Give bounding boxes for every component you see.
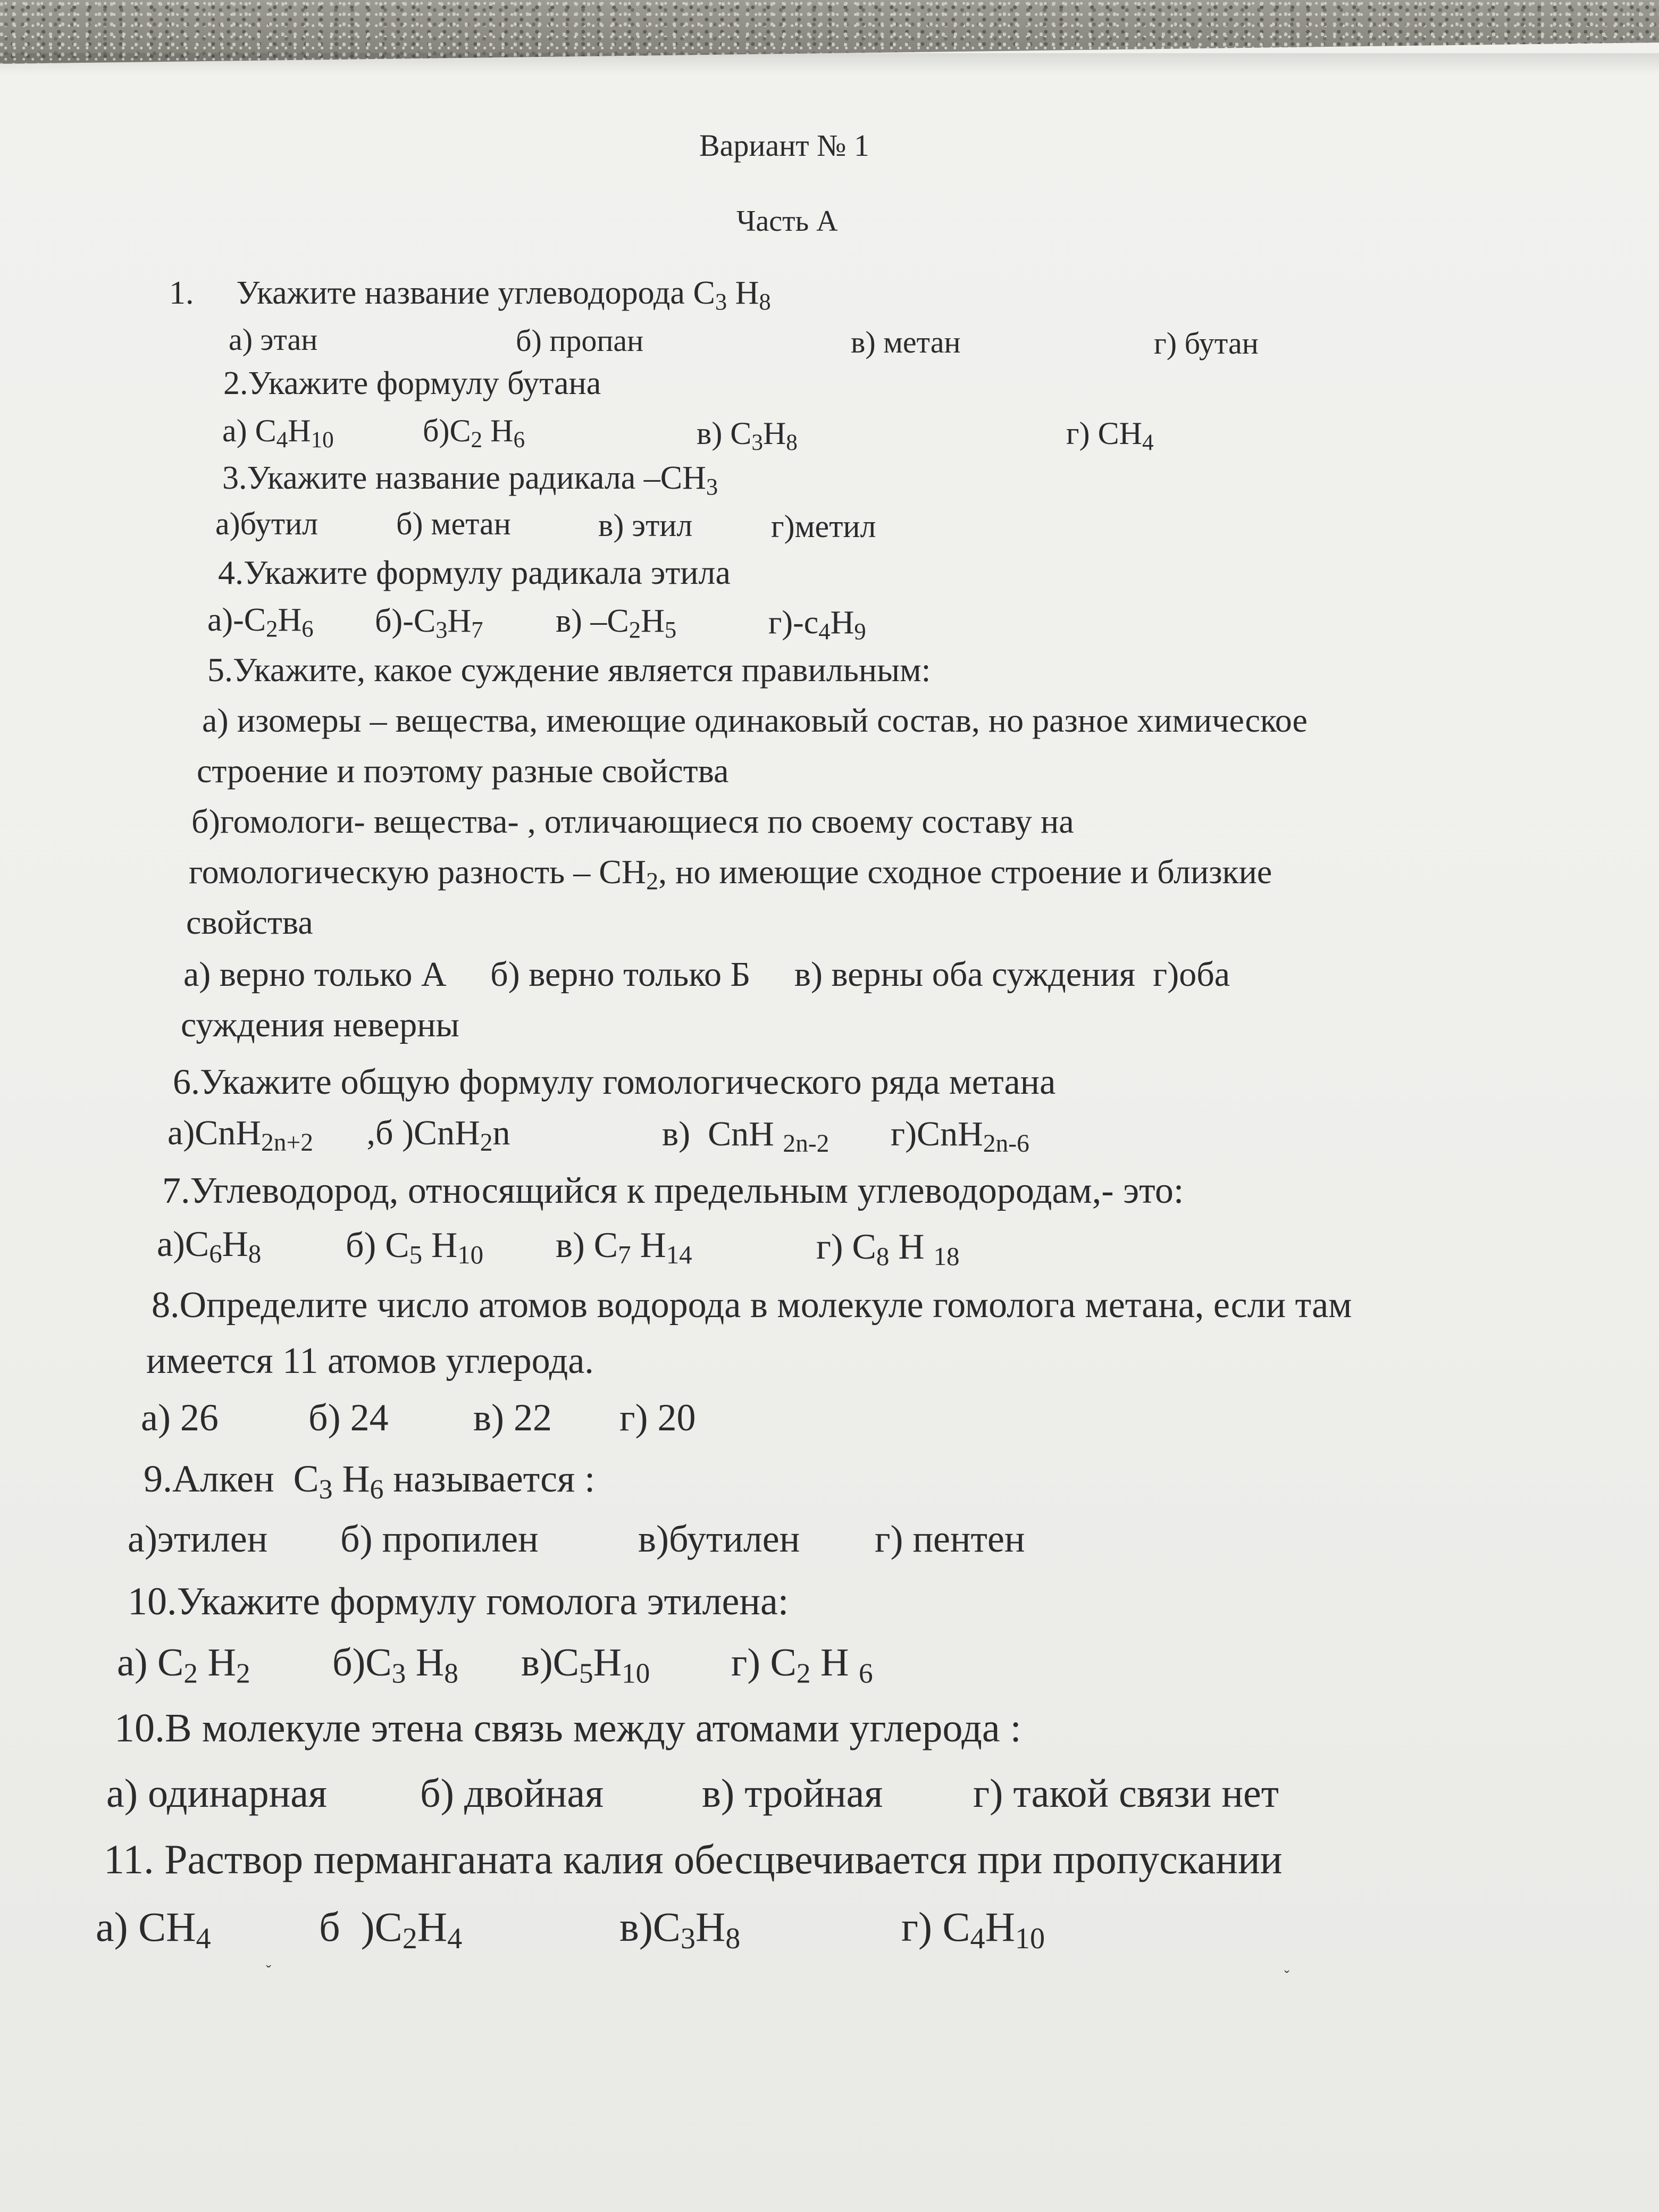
q5-statement-b-line2: гомологическую разность – CH2, но имеющие сходное строение и близкие bbox=[189, 853, 1272, 895]
q1-option-b: б) пропан bbox=[516, 323, 644, 358]
q4-option-a: а)-C2H6 bbox=[207, 602, 314, 642]
q10b-option-d: г) такой связи нет bbox=[973, 1771, 1279, 1816]
q10b-option-a: а) одинарная bbox=[106, 1771, 327, 1816]
q1-option-c: в) метан bbox=[851, 325, 961, 359]
q2-option-b: б)C2 H6 bbox=[423, 413, 525, 453]
question-5: 5.Укажите, какое суждение является правильным: bbox=[207, 651, 931, 689]
q5-statement-b-line1: б)гомологи- вещества- , отличающиеся по своему составу на bbox=[191, 802, 1074, 840]
q1-option-a: а) этан bbox=[229, 322, 318, 357]
q5-answers-line2: суждения неверны bbox=[181, 1006, 459, 1044]
question-9: 9.Алкен C3 H6 называется : bbox=[144, 1457, 596, 1505]
question-11: 11. Раствор перманганата калия обесцвечивается при пропускании bbox=[104, 1836, 1283, 1882]
q5-statement-a-line2: строение и поэтому разные свойства bbox=[197, 752, 729, 790]
q9-option-c: в)бутилен bbox=[638, 1518, 800, 1560]
question-1: 1. Укажите название углеводорода C3 H8 bbox=[169, 275, 771, 315]
question-8-line2: имеется 11 атомов углерода. bbox=[146, 1340, 594, 1381]
q10-option-c: в)C5H10 bbox=[521, 1641, 650, 1689]
q10b-option-b: б) двойная bbox=[420, 1771, 604, 1816]
q3-option-c: в) этил bbox=[598, 508, 693, 543]
q8-option-a: а) 26 bbox=[141, 1396, 219, 1439]
q7-option-a: а)C6H8 bbox=[157, 1224, 262, 1269]
q8-option-d: г) 20 bbox=[619, 1396, 696, 1439]
q4-option-c: в) –C2H5 bbox=[556, 603, 677, 643]
question-3: 3.Укажите название радикала –CH3 bbox=[222, 460, 718, 500]
part-title: Часть А bbox=[736, 205, 838, 238]
ink-mark: ˇ bbox=[266, 1962, 271, 1980]
q2-option-d: г) CH4 bbox=[1066, 416, 1154, 455]
q6-option-d: г)CnH2n-6 bbox=[891, 1115, 1029, 1158]
q4-option-d: г)-c4H9 bbox=[768, 605, 866, 645]
q6-option-b: ,б )CnH2n bbox=[340, 1113, 510, 1157]
q3-option-d: г)метил bbox=[771, 509, 876, 544]
q7-option-b: б) C5 H10 bbox=[346, 1225, 484, 1270]
q5-statement-b-line3: свойства bbox=[186, 903, 313, 941]
q10b-option-c: в) тройная bbox=[702, 1771, 883, 1816]
q1-option-d: г) бутан bbox=[1154, 326, 1259, 361]
q9-option-d: г) пентен bbox=[875, 1518, 1025, 1560]
question-7: 7.Углеводород, относящийся к предельным углеводородам,- это: bbox=[162, 1170, 1184, 1211]
q5-answers-line1: а) верно только А б) верно только Б в) верны оба суждения г)оба bbox=[183, 955, 1230, 994]
q2-option-a: а) C4H10 bbox=[222, 413, 334, 453]
variant-title: Вариант № 1 bbox=[699, 128, 869, 163]
q4-option-b: б)-C3H7 bbox=[375, 603, 483, 643]
question-10-second: 10.В молекуле этена связь между атомами углерода : bbox=[114, 1706, 1021, 1750]
q8-option-c: в) 22 bbox=[473, 1396, 552, 1439]
q6-option-a: а)CnH2n+2 bbox=[167, 1113, 314, 1157]
q6-option-c: в) CnH 2n-2 bbox=[662, 1115, 830, 1158]
question-6: 6.Укажите общую формулу гомологического ряда метана bbox=[173, 1061, 1056, 1102]
question-8-line1: 8.Определите число атомов водорода в молекуле гомолога метана, если там bbox=[152, 1285, 1352, 1326]
q11-option-b: б )C2H4 bbox=[319, 1904, 463, 1956]
question-4: 4.Укажите формулу радикала этила bbox=[218, 554, 731, 591]
q7-option-c: в) C7 H14 bbox=[556, 1225, 692, 1270]
q7-option-d: г) C8 H 18 bbox=[816, 1226, 960, 1271]
q3-option-a: а)бутил bbox=[215, 506, 319, 541]
q9-option-b: б) пропилен bbox=[340, 1518, 539, 1560]
q8-option-b: б) 24 bbox=[308, 1396, 389, 1439]
q3-option-b: б) метан bbox=[396, 506, 511, 541]
q2-option-c: в) C3H8 bbox=[697, 416, 798, 455]
q11-option-d: г) C4H10 bbox=[901, 1904, 1045, 1956]
q10-option-a: а) C2 H2 bbox=[117, 1641, 250, 1689]
q9-option-a: а)этилен bbox=[128, 1518, 268, 1560]
question-10: 10.Укажите формулу гомолога этилена: bbox=[128, 1580, 789, 1623]
paper-edge-shadow bbox=[0, 53, 1659, 74]
q11-option-c: в)C3H8 bbox=[619, 1904, 741, 1956]
q10-option-b: б)C3 H8 bbox=[332, 1641, 458, 1689]
q5-statement-a-line1: а) изомеры – вещества, имеющие одинаковый состав, но разное химическое bbox=[202, 701, 1308, 739]
ink-mark: ˇ bbox=[1284, 1967, 1289, 1985]
q10-option-d: г) C2 H 6 bbox=[731, 1641, 873, 1689]
q11-option-a: а) CH4 bbox=[96, 1904, 211, 1956]
question-2: 2.Укажите формулу бутана bbox=[223, 365, 601, 401]
